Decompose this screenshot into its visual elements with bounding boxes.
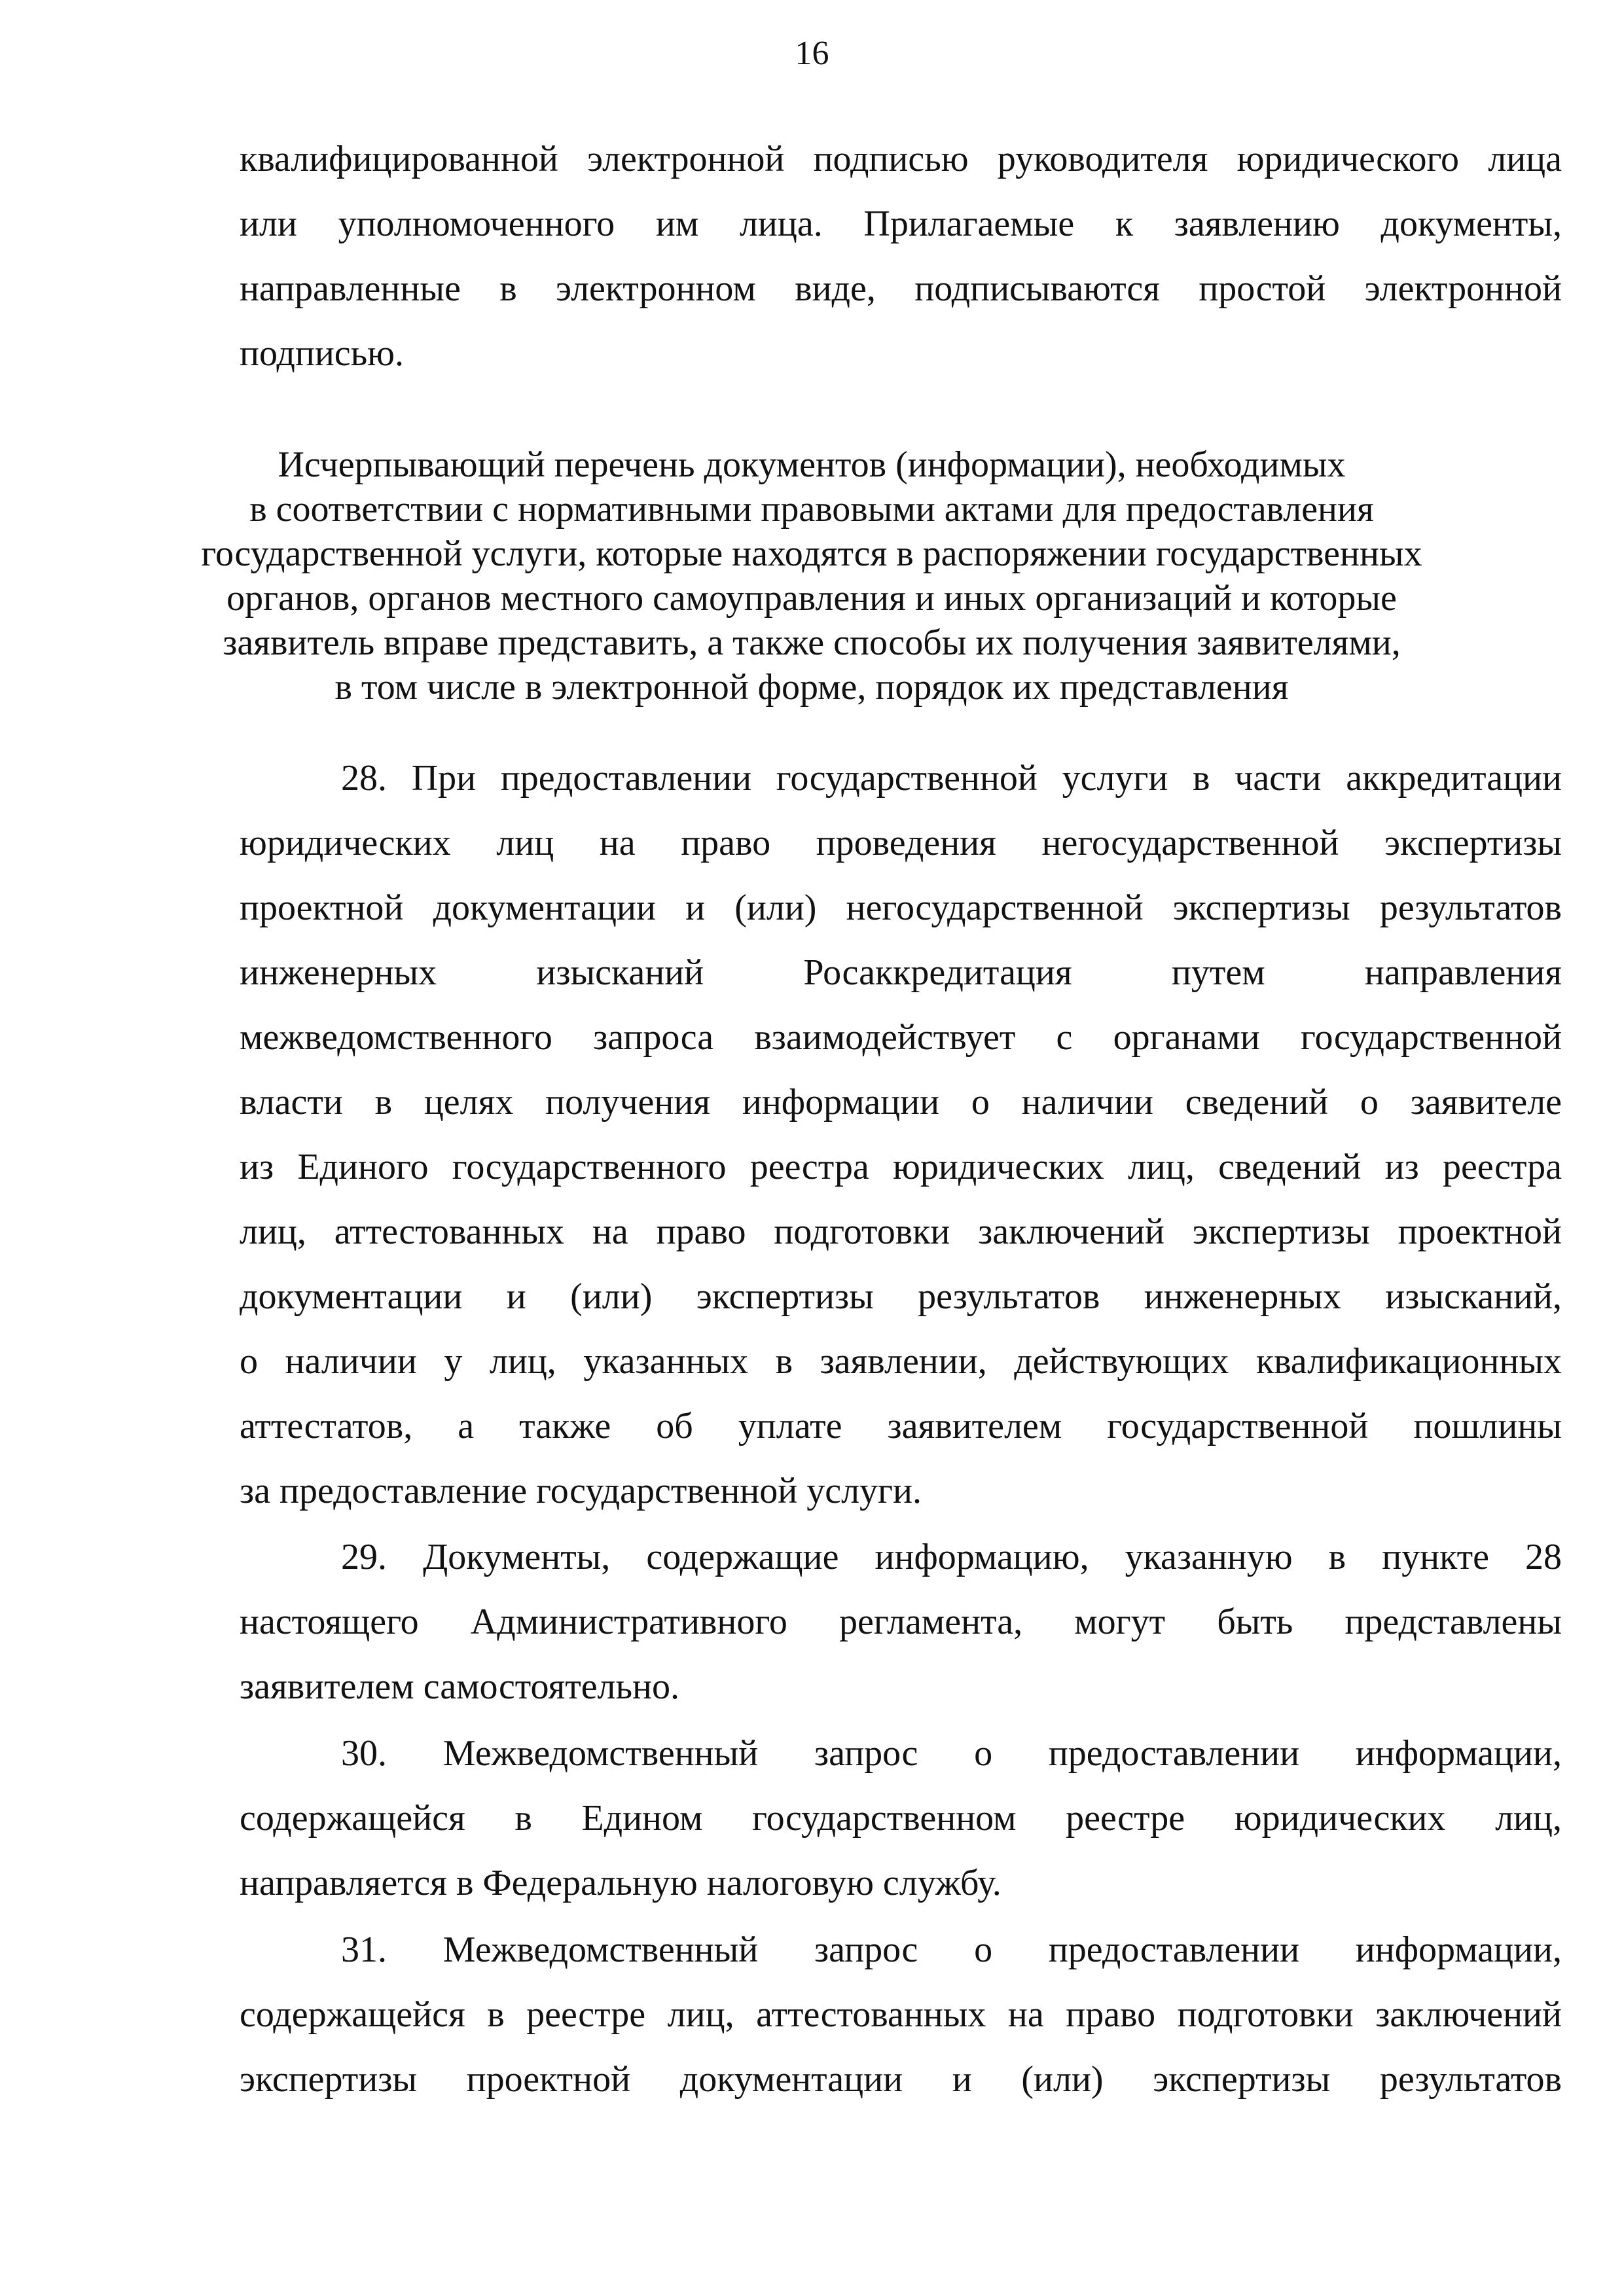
text-line: заявителем самостоятельно. [240, 1666, 679, 1707]
text-line: 31. Межведомственный запрос о предоставлении информации, [341, 1929, 1562, 1970]
text-line: 28. При предоставлении государственной услуги в части аккредитации [341, 758, 1562, 798]
text-line: инженерных изысканий Росаккредитация путем направления [240, 952, 1562, 993]
paragraph-28 [240, 746, 1562, 1524]
text-line: проектной документации и (или) негосударственной экспертизы результатов [240, 888, 1562, 928]
heading-line: в соответствии с нормативными правовыми актами для предоставления [249, 489, 1374, 529]
paragraph-31 [240, 1918, 1562, 2112]
text-line: подписью. [240, 333, 405, 374]
text-line: содержащейся в Едином государственном реестре юридических лиц, [240, 1798, 1562, 1839]
text-line: направляется в Федеральную налоговую службу. [240, 1863, 1001, 1903]
paragraph-29 [240, 1525, 1562, 1719]
text-line: квалифицированной электронной подписью руководителя юридического лица [240, 139, 1562, 179]
text-line: из Единого государственного реестра юридических лиц, сведений из реестра [240, 1147, 1562, 1187]
text-line: лиц, аттестованных на право подготовки заключений экспертизы проектной [240, 1211, 1562, 1252]
text-line: власти в целях получения информации о наличии сведений о заявителе [240, 1082, 1562, 1122]
text-line: настоящего Административного регламента, могут быть представлены [240, 1602, 1562, 1642]
section-heading [196, 442, 1427, 709]
text-line: о наличии у лиц, указанных в заявлении, действующих квалификационных [240, 1341, 1562, 1382]
paragraph-30 [240, 1721, 1562, 1916]
text-line: аттестатов, а также об уплате заявителем государственной пошлины [240, 1406, 1562, 1446]
intro-paragraph [240, 127, 1562, 386]
heading-line: заявитель вправе представить, а также способы их получения заявителями, [223, 622, 1401, 663]
text-line: экспертизы проектной документации и (или) экспертизы результатов [240, 2059, 1562, 2100]
text-line: 29. Документы, содержащие информацию, указанную в пункте 28 [341, 1537, 1562, 1577]
heading-line: органов, органов местного самоуправления и иных организаций и которые [226, 578, 1397, 619]
text-line: межведомственного запроса взаимодействует с органами государственной [240, 1017, 1562, 1058]
text-line: содержащейся в реестре лиц, аттестованных на право подготовки заключений [240, 1994, 1562, 2035]
text-line: 30. Межведомственный запрос о предоставлении информации, [341, 1733, 1562, 1774]
text-line: юридических лиц на право проведения негосударственной экспертизы [240, 823, 1562, 863]
text-line: документации и (или) экспертизы результатов инженерных изысканий, [240, 1276, 1562, 1317]
text-line: направленные в электронном виде, подписываются простой электронной [240, 268, 1562, 309]
text-line: или уполномоченного им лица. Прилагаемые к заявлению документы, [240, 204, 1562, 244]
page-number: 16 [795, 35, 829, 72]
heading-line: государственной услуги, которые находятся в распоряжении государственных [201, 533, 1422, 574]
text-line: за предоставление государственной услуги. [240, 1471, 922, 1511]
heading-line: Исчерпывающий перечень документов (информации), необходимых [278, 444, 1346, 485]
heading-line: в том числе в электронной форме, порядок их представления [334, 667, 1289, 708]
